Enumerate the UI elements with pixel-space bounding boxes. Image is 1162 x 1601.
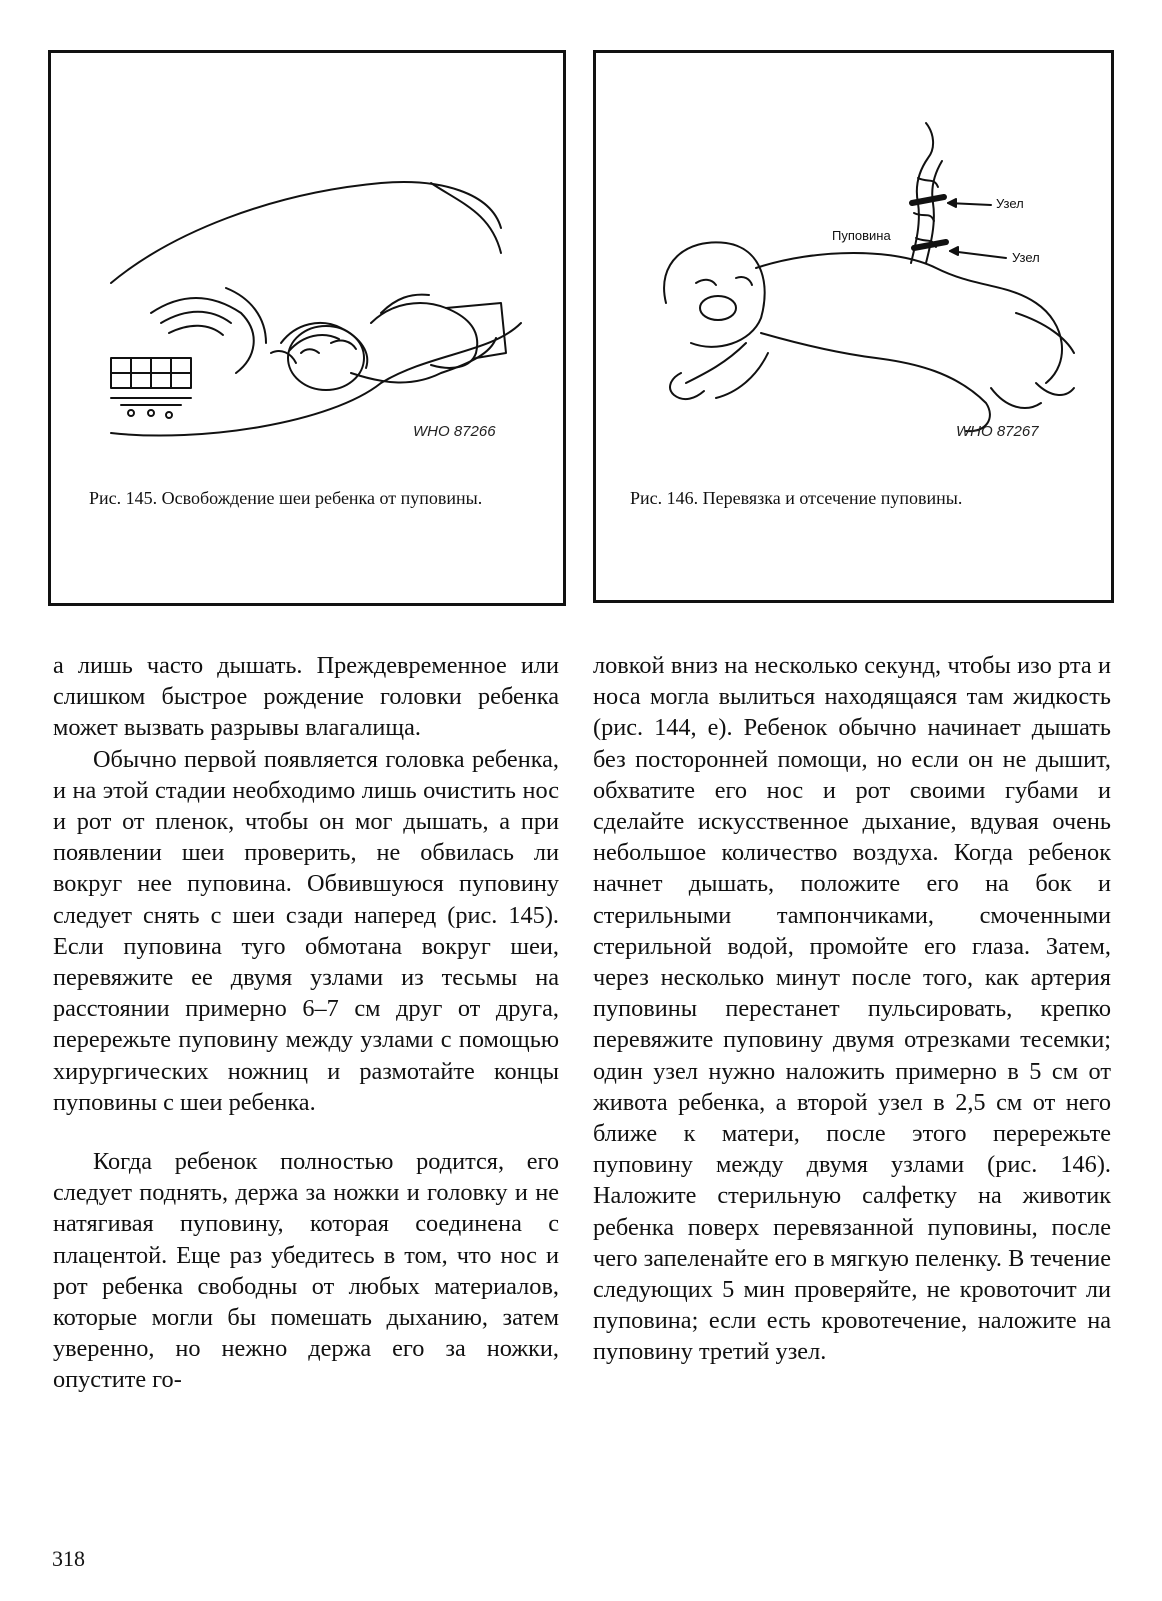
- paragraph: Когда ребенок полностью родится, его следует поднять, держа за ножки и головку и не натягивая пуповину, которая соединена с плацентой. Еще раз убедитесь в том, что нос и рот ребенка свободны от любых материалов, которые могли бы помешать дыханию, затем уверенно, но нежно держа его за ножки, опустите го-: [53, 1148, 559, 1394]
- paragraph: а лишь часто дышать. Преждевременное или слишком быстрое рождение головки ребенка может вызвать разрывы влагалища.: [53, 652, 559, 742]
- paragraph: ловкой вниз на несколько секунд, чтобы изо рта и носа могла вылиться находящаяся там жидкость (рис. 144, е). Ребенок обычно начинает дышать без посторонней помощи, но если он не дышит, обхватите его нос и рот своими губами и сделайте искусственное дыхание, вдувая очень небольшое количество воздуха. Когда ребенок начнет дышать, положите его на бок и стерильными тампончиками, смоченными стерильной водой, промойте его глаза. Затем, через несколько минут после того, как артерия пуповины перестанет пульсировать, крепко перевяжите пуповину двумя отрезками тесемки; один узел нужно наложить примерно в 5 см от живота ребенка, а второй узел в 2,5 см от него ближе к матери, после этого перережьте пуповину между двумя узлами (рис. 146). Наложите стерильную салфетку на животик ребенка поверх перевязанной пуповины, после чего запеленайте его в мягкую пеленку. В течение следующих 5 мин проверяйте, не кровоточит ли пуповина; если есть кровотечение, наложите на пуповину третий узел.: [593, 652, 1111, 1366]
- figure-145: [48, 50, 566, 606]
- text-column-left: [53, 650, 559, 1396]
- figure-caption: Рис. 146. Перевязка и отсечение пуповины.: [630, 488, 963, 508]
- figure-caption: Рис. 145. Освобождение шеи ребенка от пуповины.: [89, 488, 483, 508]
- figure-code: WHO 87266: [413, 423, 496, 440]
- page-number: 318: [52, 1546, 85, 1571]
- figure-146: [593, 50, 1114, 603]
- figure-code: WHO 87267: [956, 423, 1039, 440]
- delivery-illustration: [51, 53, 563, 473]
- text-column-right: [593, 650, 1111, 1368]
- knot-label-bottom: Узел: [1012, 250, 1040, 265]
- cord-label: Пуповина: [832, 228, 891, 243]
- paragraph: Обычно первой появляется головка ребенка, и на этой стадии необходимо лишь очистить нос и рот от пленок, чтобы он мог дышать, а при появлении шеи проверить, не обвилась ли вокруг нее пуповина. Обвившуюся пуповину следует снять с шеи сзади наперед (рис. 145). Если пуповина туго обмотана вокруг шеи, перевяжите ее двумя узлами из тесьмы на расстоянии примерно 6–7 см друг от друга, перережьте пуповину между узлами с помощью хирургических ножниц и размотайте концы пуповины с шеи ребенка.: [53, 745, 559, 1116]
- knot-label-top: Узел: [996, 196, 1024, 211]
